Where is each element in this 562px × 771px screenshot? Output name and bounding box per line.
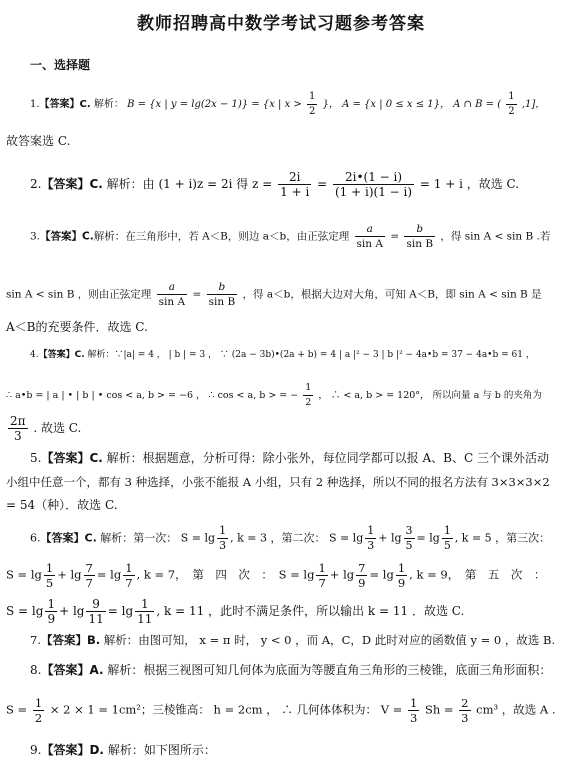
q8-text: × 2 × 1 = 1cm²；三棱锥高： h = 2cm ， ∴ 几何体体积为： V =: [49, 702, 403, 717]
q2-text: = 1 + i ，故选 C.: [419, 177, 520, 191]
q3-equals: =: [192, 288, 202, 301]
q8-text: Sh =: [424, 702, 454, 717]
q6-text: S = lg: [6, 604, 44, 618]
q1-number: 1.: [30, 99, 40, 110]
q5-line3: = 54（种）．故选 C.: [6, 498, 118, 512]
q3-number: 3.: [30, 230, 41, 243]
q6-fraction: $\frac{7}{9}$: [358, 561, 366, 590]
q6-text: , k = 7: [136, 567, 176, 582]
q1-line1: [30, 90, 545, 119]
q7-text: 解析：由图可知， x = π 时， y < 0 ，而 A，C，D 此时对应的函数值 y = 0 ，故选 B.: [103, 633, 556, 647]
q2-line1: [30, 170, 519, 199]
q8-answer: 【答案】A.: [41, 663, 104, 677]
q4-fraction: $\frac{1}{2}$: [305, 382, 312, 408]
q6-number: 6.: [30, 531, 41, 545]
q6-text: + lg: [57, 567, 82, 582]
q5-line1: [30, 450, 549, 466]
q4-line1: [30, 347, 535, 363]
q4-line2: [6, 381, 542, 410]
q6-text: , k = 3 ，第二次： S = lg: [230, 531, 364, 545]
q8-number: 8.: [30, 663, 42, 677]
q9-text: 解析：如下图所示：: [107, 743, 216, 757]
q7-line1: [30, 632, 555, 648]
q6-text: = lg: [369, 567, 394, 582]
q3-text: 解析：在三角形中，若 A＜B，则边 a＜b，由正弦定理: [93, 230, 350, 243]
q2-number: 2.: [30, 177, 42, 191]
q8-text: cm³ ，故选 A .: [476, 702, 556, 717]
q6-fraction: $\frac{1}{5}$: [443, 524, 451, 552]
section-heading: 一、选择题: [30, 58, 91, 72]
q6-fraction: $\frac{1}{9}$: [47, 597, 56, 626]
q6-text: = lg: [107, 604, 134, 618]
q7-number: 7.: [30, 633, 41, 647]
q9-line1: [30, 742, 216, 758]
q1-fraction: $\frac{1}{2}$: [308, 91, 316, 117]
q1-answer: 【答案】C.: [39, 99, 91, 110]
q6-text: S = lg: [6, 567, 42, 582]
q9-number: 9.: [30, 743, 42, 757]
q8-fraction: $\frac{1}{2}$: [34, 696, 43, 725]
q4-line3: [6, 414, 81, 443]
q8-line2: [6, 696, 556, 725]
q6-fraction: $\frac{1}{9}$: [397, 561, 406, 590]
q2-fraction: $\frac{2i•(1 - i)}{(1 + i)(1 - i)}$: [335, 170, 413, 199]
q2-equals: =: [317, 177, 328, 191]
q2-fraction: $\frac{2i}{1 + i}$: [280, 170, 310, 199]
q1-math: ,1]，: [521, 99, 546, 110]
q6-text: + lg: [329, 567, 355, 582]
q6-text: ， 第 四 次 ： S = lg: [175, 567, 315, 582]
q3-fraction: $\frac{b}{\text{sin B}}$: [406, 223, 434, 250]
q3-fraction: $\frac{a}{\text{sin A}}$: [356, 223, 383, 250]
q6-text: , k = 9: [409, 567, 448, 582]
q3-text: sin A < sin B ，则由正弦定理: [6, 288, 152, 301]
q8-fraction: $\frac{1}{3}$: [409, 696, 418, 725]
q5-line2: 小组中任意一个，都有 3 种选择，小张不能报 A 小组，只有 2 种选择，所以不同的报名方法有 3×3×3×2: [6, 475, 550, 489]
q1-math: }， A = {x | 0 ≤ x ≤ 1}， A ∩ B = (: [322, 99, 502, 110]
q1-math: B = {x | y = lg(2x − 1)} = {x | x >: [127, 99, 302, 110]
q1-line2: 故答案选 C.: [6, 134, 71, 148]
q3-fraction: $\frac{a}{\text{sin A}}$: [158, 281, 186, 308]
q8-fraction: $\frac{2}{3}$: [461, 696, 469, 725]
q6-fraction: $\frac{1}{3}$: [367, 524, 375, 552]
q4-text: ， ∴ < a, b > = 120°， 所以向量 a 与 b 的夹角为: [318, 390, 542, 401]
q3-text: ，得 sin A < sin B .若: [440, 230, 551, 243]
q5-text: 解析：根据题意，分析可得：除小张外，每位同学都可以报 A、B、C 三个课外活动: [106, 451, 549, 465]
q3-line2: [6, 280, 542, 309]
q3-line3: A＜B的充要条件．故选 C.: [6, 320, 148, 334]
q4-fraction: $\frac{2\pi}{3}$: [10, 414, 26, 443]
q6-text: = lg: [96, 567, 122, 582]
q2-answer: 【答案】C.: [41, 177, 103, 191]
q6-text: 解析：第一次： S = lg: [100, 531, 216, 545]
q3-answer: 【答案】C.: [40, 230, 94, 243]
q6-fraction: $\frac{1}{11}$: [137, 597, 153, 626]
q6-text: , k = 5 ，第三次：: [454, 531, 551, 545]
q4-answer: 【答案】C.: [38, 350, 85, 360]
q7-answer: 【答案】B.: [40, 633, 101, 647]
q6-text: + lg: [378, 531, 402, 545]
q6-answer: 【答案】C.: [40, 531, 97, 545]
q6-text: = lg: [416, 531, 440, 545]
q6-line2: [6, 561, 545, 590]
q4-text: ∴ a•b = | a | • | b | • cos < a, b > = −6 ， ∴ cos < a, b > = −: [6, 390, 299, 401]
q6-fraction: $\frac{1}{3}$: [219, 524, 227, 552]
page-title: 教师招聘高中数学考试习题参考答案: [137, 14, 425, 34]
q6-fraction: $\frac{7}{7}$: [85, 561, 93, 590]
q6-fraction: $\frac{3}{5}$: [405, 524, 413, 552]
q4-number: 4.: [30, 350, 39, 360]
q4-text: 解析：∵|a| = 4 ， | b | = 3 ， ∵ (2a − 3b)•(2a + b) = 4 | a |² − 3 | b |² − 4a•b = 37 − 4a•b = 61 ，: [87, 350, 535, 360]
q6-text: ， 第 五 次 ：: [447, 567, 546, 582]
q5-number: 5.: [30, 451, 42, 465]
q3-equals: =: [390, 230, 400, 243]
q6-line3: [6, 597, 464, 626]
q3-line1: [30, 222, 550, 251]
q6-text: , k = 11 ，此时不满足条件，所以输出 k = 11 ．故选 C.: [156, 604, 465, 618]
q4-text: . 故选 C.: [33, 421, 82, 435]
q2-text: 解析：由 (1 + i)z = 2i 得 z =: [106, 177, 273, 191]
q9-answer: 【答案】D.: [41, 743, 104, 757]
q6-fraction: $\frac{9}{11}$: [88, 597, 104, 626]
q5-answer: 【答案】C.: [41, 451, 103, 465]
q8-text: 解析：根据三视图可知几何体为底面为等腰直角三角形的三棱锥，底面三角形面积：: [107, 663, 552, 677]
q3-text: ，得 a＜b，根据大边对大角，可知 A＜B，即 sin A < sin B 是: [242, 288, 542, 301]
q6-text: + lg: [59, 604, 85, 618]
q6-fraction: $\frac{1}{7}$: [125, 561, 133, 590]
q8-text: S =: [6, 702, 28, 717]
q6-fraction: $\frac{1}{7}$: [318, 561, 326, 590]
q6-fraction: $\frac{1}{5}$: [45, 561, 54, 590]
q6-line1: [30, 524, 550, 553]
q1-fraction: $\frac{1}{2}$: [508, 91, 515, 117]
q3-fraction: $\frac{b}{\text{sin B}}$: [208, 281, 236, 308]
q1-text: 解析：: [93, 99, 124, 110]
q8-line1: [30, 662, 551, 678]
